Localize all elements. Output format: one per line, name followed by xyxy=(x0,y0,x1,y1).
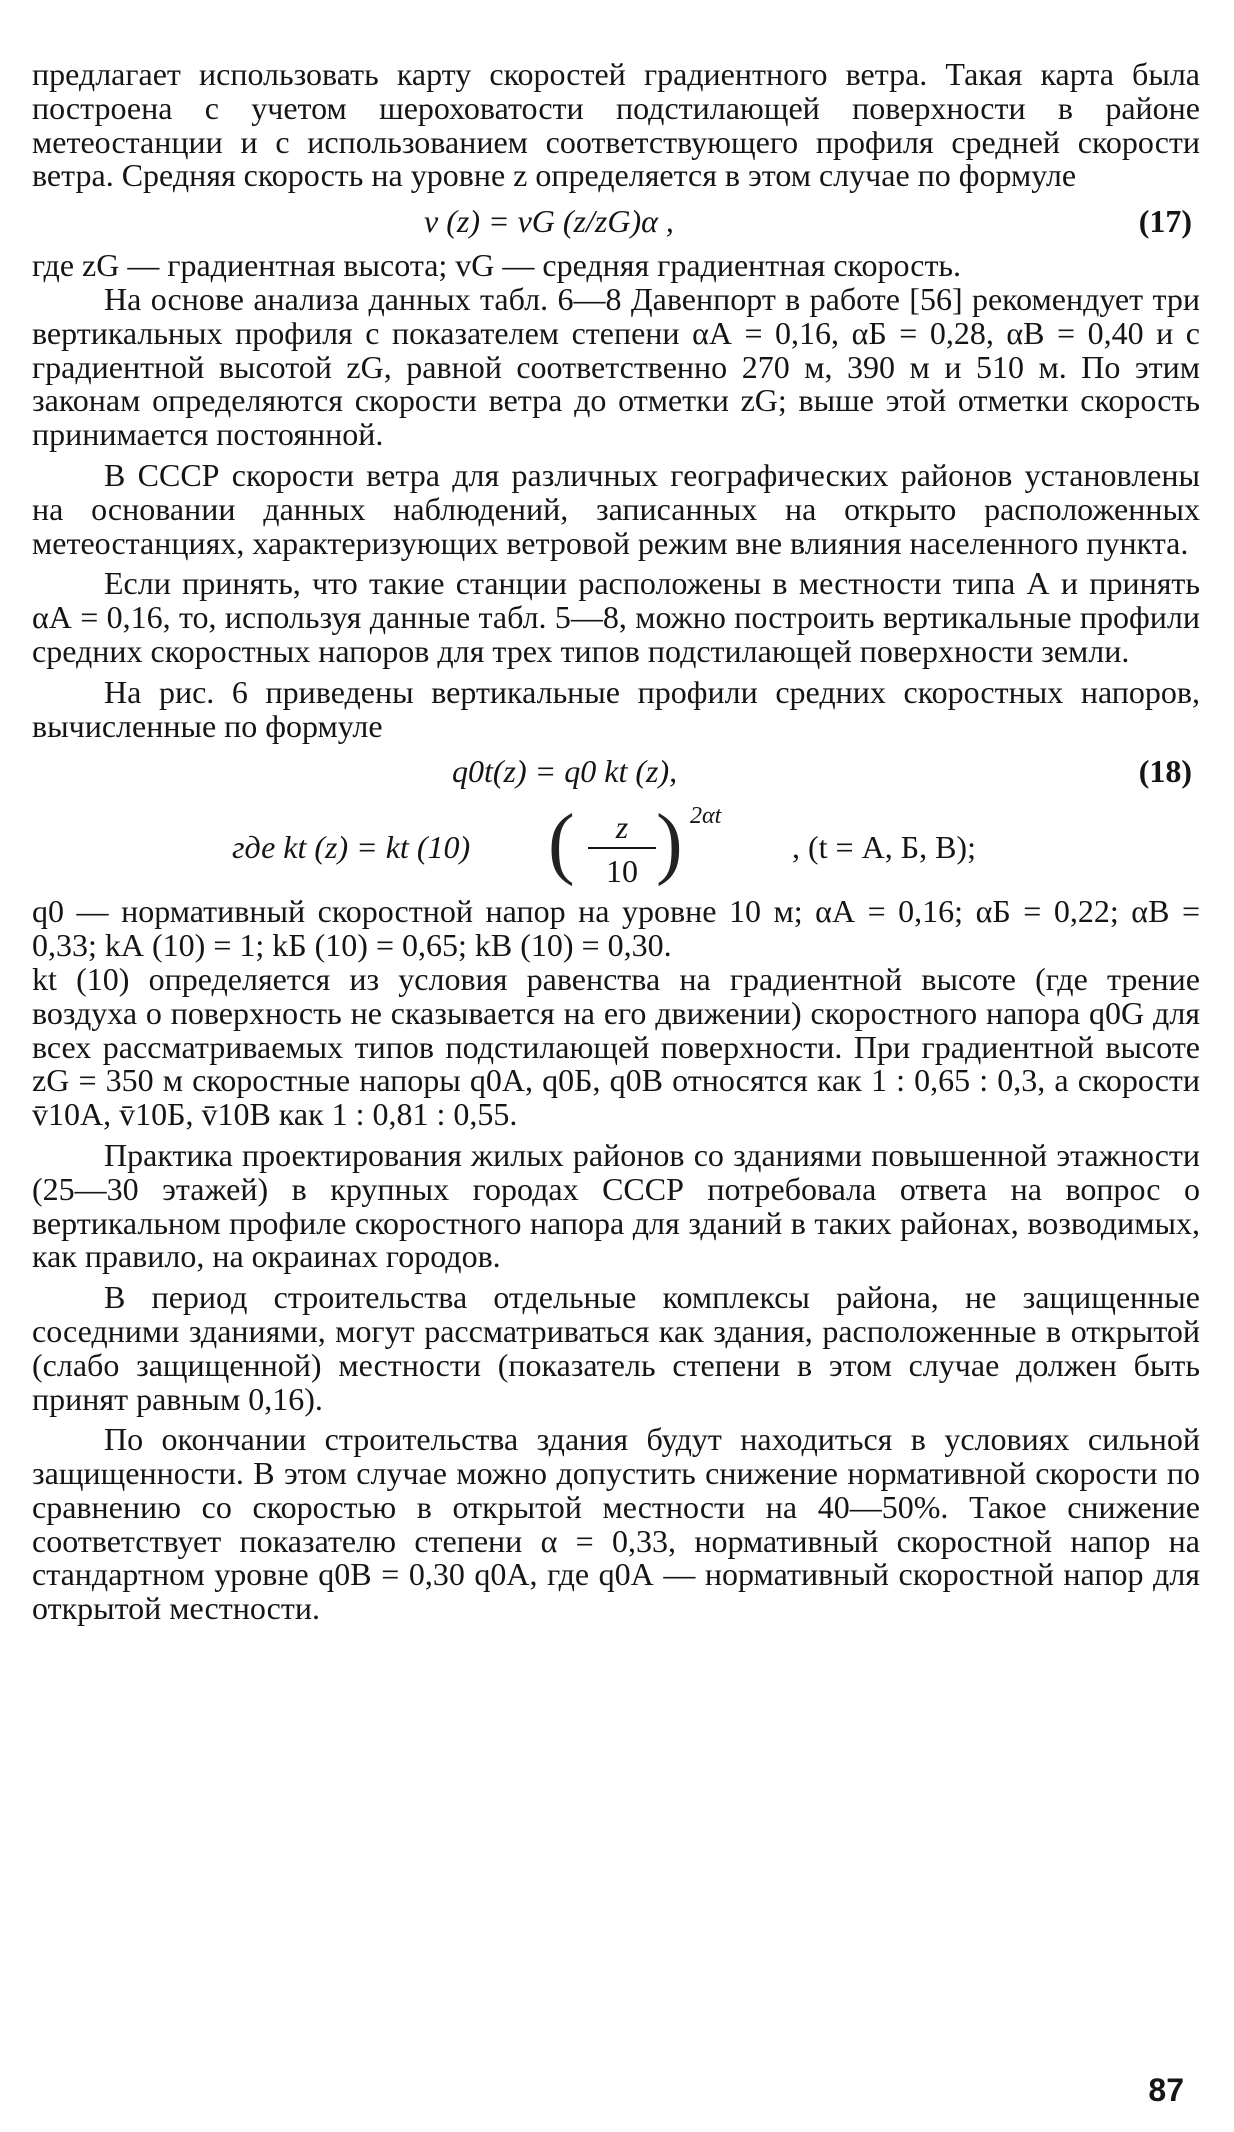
equation-18-number: (18) xyxy=(1138,753,1192,790)
paragraph-1: предлагает использовать карту скоростей градиентного ветра. Такая карта была построена с учетом шероховатости подстилающей поверхности в районе метеостанции и с использованием соответствующего профиля средней скорости ветра. Средняя скорость на уровне z определяется в этом случае по формуле xyxy=(32,56,1200,194)
equation-17 xyxy=(32,193,1200,249)
paragraph-2: где zG — градиентная высота; vG — средняя градиентная скорость. xyxy=(32,247,962,284)
left-paren: ( xyxy=(548,799,575,888)
paragraph-7: q0 — нормативный скоростной напор на уровне 10 м; αА = 0,16; αБ = 0,22; αВ = 0,33; kА (10) = 1; kБ (10) = 0,65; kВ (10) = 0,30. xyxy=(32,893,1200,964)
equation-17-body: v (z) = vG (z/zG)α , xyxy=(424,203,674,240)
page-text xyxy=(32,58,1200,1626)
fraction-bar xyxy=(588,847,656,849)
equation-18-definition-rest: , (t = А, Б, В); xyxy=(792,829,976,866)
paragraph-4: В СССР скорости ветра для различных географических районов установлены на основании данных наблюдений, записанных на открыто расположенных метеостанциях, характеризующих ветровой режим вне влияния населенного пункта. xyxy=(32,456,1200,561)
equation-17-number: (17) xyxy=(1138,203,1192,240)
paragraph-3: На основе анализа данных табл. 6—8 Давенпорт в работе [56] рекомендует три вертикальных профиля с показателем степени αА = 0,16, αБ = 0,28, αВ = 0,40 и с градиентной высотой zG, равной соответственно 270 м, 390 м и 510 м. По этим законам определяются скорости ветра до отметки zG; выше этой отметки скорость принимается постоянной. xyxy=(32,280,1200,453)
paragraph-11: По окончании строительства здания будут находиться в условиях сильной защищенности. В этом случае можно допустить снижение нормативной скорости по сравнению со скоростью в открытой местности на 40—50%. Такое снижение соответствует показателю степени α = 0,33, нормативный скоростной напор на стандартном уровне q0В = 0,30 q0А, где q0А — нормативный скоростной напор для открытой местности. xyxy=(32,1421,1200,1627)
right-paren: ) xyxy=(656,799,683,888)
equation-18-body: q0t(z) = q0 kt (z), xyxy=(452,753,678,790)
paragraph-10: В период строительства отдельные комплексы района, не защищенные соседними зданиями, могут рассматриваться как здания, расположенные в открытой (слабо защищенной) местности (показатель степени в этом случае должен быть принят равным 0,16). xyxy=(32,1279,1200,1417)
fraction-denominator: 10 xyxy=(606,853,638,890)
equation-18 xyxy=(32,743,1200,799)
paragraph-8: kt (10) определяется из условия равенства на градиентной высоте (где трение воздуха о поверхность не сказывается на его движении) скоростного напора q0G для всех рассматриваемых типов подстилающей поверхности. При градиентной высоте zG = 350 м скоростные напоры q0А, q0Б, q0В относятся как 1 : 0,65 : 0,3, а скорости v̄10А, v̄10Б, v̄10В как 1 : 0,81 : 0,55. xyxy=(32,960,1200,1133)
fraction-exponent: 2αt xyxy=(690,803,722,830)
page-number: 87 xyxy=(1148,2072,1184,2108)
paragraph-5: Если принять, что такие станции расположены в местности типа А и принять αА = 0,16, то, используя данные табл. 5—8, можно построить вертикальные профили средних скоростных напоров для трех типов подстилающей поверхности земли. xyxy=(32,565,1200,669)
paragraph-6: На рис. 6 приведены вертикальные профили средних скоростных напоров, вычисленные по формуле xyxy=(32,673,1200,744)
equation-18-definition xyxy=(32,799,1200,895)
fraction-numerator: z xyxy=(615,809,629,846)
equation-18-definition-lead: где kt (z) = kt (10) xyxy=(232,829,471,866)
paragraph-9: Практика проектирования жилых районов со зданиями повышенной этажности (25—30 этажей) в крупных городах СССР потребовала ответа на вопрос о вертикальном профиле скоростного напора для зданий в таких районах, возводимых, как правило, на окраинах городов. xyxy=(32,1136,1200,1275)
